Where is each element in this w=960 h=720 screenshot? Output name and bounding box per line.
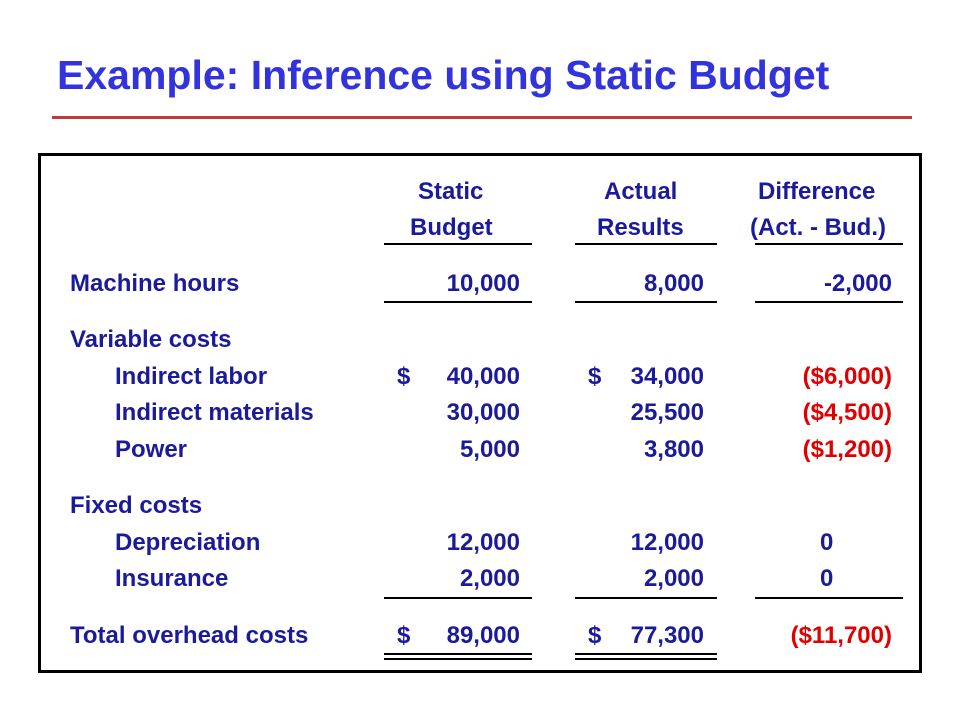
header-underline-actual	[575, 243, 717, 245]
indirect-labor-diff: ($6,000)	[802, 363, 892, 390]
depreciation-diff: 0	[820, 529, 834, 556]
page-title: Example: Inference using Static Budget	[57, 52, 830, 98]
row-label-depreciation: Depreciation	[115, 529, 261, 556]
machine-hours-underline-diff	[755, 301, 903, 303]
total-budget: 89,000	[446, 622, 520, 649]
indirect-materials-actual: 25,500	[630, 399, 704, 426]
depreciation-budget: 12,000	[446, 529, 520, 556]
indirect-labor-actual-currency: $	[588, 363, 602, 390]
total-diff: ($11,700)	[790, 622, 892, 649]
row-label-power: Power	[115, 436, 188, 463]
insurance-underline-static	[384, 597, 532, 599]
total-double-underline-actual-2	[575, 658, 717, 660]
total-double-underline-static-1	[384, 653, 532, 655]
total-actual-currency: $	[588, 622, 602, 649]
indirect-labor-actual: 34,000	[630, 363, 704, 390]
depreciation-actual: 12,000	[630, 529, 704, 556]
total-double-underline-actual-1	[575, 653, 717, 655]
col-header-static-line1: Static	[418, 178, 484, 205]
col-header-static-line2: Budget	[410, 214, 493, 241]
machine-hours-diff: -2,000	[823, 270, 892, 297]
power-diff: ($1,200)	[802, 436, 892, 463]
machine-hours-underline-static	[384, 301, 532, 303]
row-label-indirect-materials: Indirect materials	[115, 399, 314, 426]
header-underline-diff	[755, 243, 903, 245]
col-header-diff-line2: (Act. - Bud.)	[750, 214, 886, 241]
power-budget: 5,000	[459, 436, 520, 463]
total-double-underline-static-2	[384, 658, 532, 660]
indirect-materials-budget: 30,000	[446, 399, 520, 426]
total-budget-currency: $	[397, 622, 411, 649]
row-label-indirect-labor: Indirect labor	[115, 363, 268, 390]
row-label-insurance: Insurance	[115, 565, 229, 592]
row-label-machine-hours: Machine hours	[70, 270, 240, 297]
total-actual: 77,300	[630, 622, 704, 649]
section-label-variable-costs: Variable costs	[70, 326, 232, 353]
col-header-diff-line1: Difference	[758, 178, 876, 205]
indirect-labor-budget: 40,000	[446, 363, 520, 390]
indirect-materials-diff: ($4,500)	[802, 399, 892, 426]
machine-hours-actual: 8,000	[643, 270, 704, 297]
col-header-actual-line2: Results	[597, 214, 684, 241]
insurance-budget: 2,000	[459, 565, 520, 592]
header-underline-static	[384, 243, 532, 245]
insurance-diff: 0	[820, 565, 834, 592]
row-label-total-overhead: Total overhead costs	[70, 622, 309, 649]
power-actual: 3,800	[643, 436, 704, 463]
machine-hours-budget: 10,000	[446, 270, 520, 297]
insurance-underline-diff	[755, 597, 903, 599]
machine-hours-underline-actual	[575, 301, 717, 303]
section-label-fixed-costs: Fixed costs	[70, 492, 203, 519]
insurance-underline-actual	[575, 597, 717, 599]
indirect-labor-budget-currency: $	[397, 363, 411, 390]
col-header-actual-line1: Actual	[604, 178, 678, 205]
insurance-actual: 2,000	[643, 565, 704, 592]
title-underline	[52, 116, 912, 119]
